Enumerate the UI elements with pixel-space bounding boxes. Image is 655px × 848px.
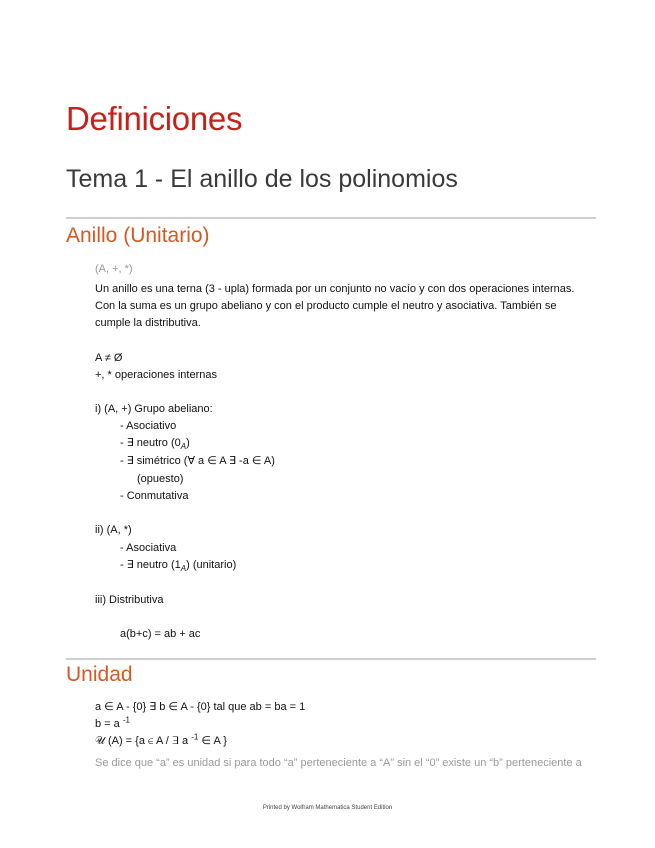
part-i-neutro-sub: A [180, 442, 187, 452]
unidad-units-set-start: 𝒰 (A) = {a ∈ A / ∃ a [95, 735, 192, 747]
anillo-description-line: Con la suma es un grupo abeliano y con el producto cumple el neutro y asociativa. También se [95, 300, 557, 312]
part-i-item: - Asociativo [120, 420, 177, 432]
unidad-units-set-exponent: -1 [191, 732, 199, 742]
unidad-inverse-exponent: -1 [122, 715, 130, 725]
part-i-neutro-text: - ∃ neutro (0 [120, 437, 181, 449]
part-ii-neutro-close: ) (unitario) [186, 559, 237, 571]
part-iii-label: iii) Distributiva [95, 594, 164, 606]
unidad-inverse-base: b = a [95, 718, 123, 730]
anillo-signature: (A, +, *) [95, 263, 133, 275]
part-i-label: i) (A, +) Grupo abeliano: [95, 403, 213, 415]
part-i-item: (opuesto) [137, 473, 184, 485]
section-heading-anillo: Anillo (Unitario) [66, 224, 210, 247]
section-divider [66, 217, 596, 219]
part-ii-label: ii) (A, *) [95, 524, 132, 536]
part-i-item: - Conmutativa [120, 490, 189, 502]
part-i-item-neutro [120, 436, 190, 450]
part-ii-neutro-text: - ∃ neutro (1 [120, 559, 181, 571]
unidad-note: Se dice que “a” es unidad si para todo “a” perteneciente a “A” sin el “0” existe un “b” perteneciente a [95, 757, 582, 769]
part-ii-item: - Asociativa [120, 542, 177, 554]
part-ii-neutro-sub: A [180, 564, 187, 574]
part-i-neutro-close: ) [186, 437, 190, 449]
page-title: Definiciones [66, 100, 243, 137]
unidad-units-set-end: ∈ A } [198, 735, 227, 747]
anillo-operations: +, * operaciones internas [95, 369, 217, 381]
unidad-inverse [95, 717, 130, 731]
unidad-definition: a ∈ A - {0} ∃ b ∈ A - {0} tal que ab = ba = 1 [95, 701, 306, 713]
anillo-description-line: Un anillo es una terna (3 - upla) formada por un conjunto no vacío y con dos operaciones internas. [95, 283, 575, 295]
distributive-formula: a(b+c) = ab + ac [120, 628, 201, 640]
anillo-description-line: cumple la distributiva. [95, 317, 201, 329]
part-i-item: - ∃ simétrico (∀ a ∈ A ∃ -a ∈ A) [120, 455, 275, 467]
unidad-units-set [95, 734, 227, 748]
section-divider [66, 658, 596, 660]
section-heading-unidad: Unidad [66, 663, 133, 686]
page-subtitle: Tema 1 - El anillo de los polinomios [66, 165, 458, 193]
part-ii-item-neutro [120, 558, 236, 572]
anillo-nonempty: A ≠ Ø [95, 352, 123, 364]
print-footer: Printed by Wolfram Mathematica Student Edition [262, 805, 393, 811]
